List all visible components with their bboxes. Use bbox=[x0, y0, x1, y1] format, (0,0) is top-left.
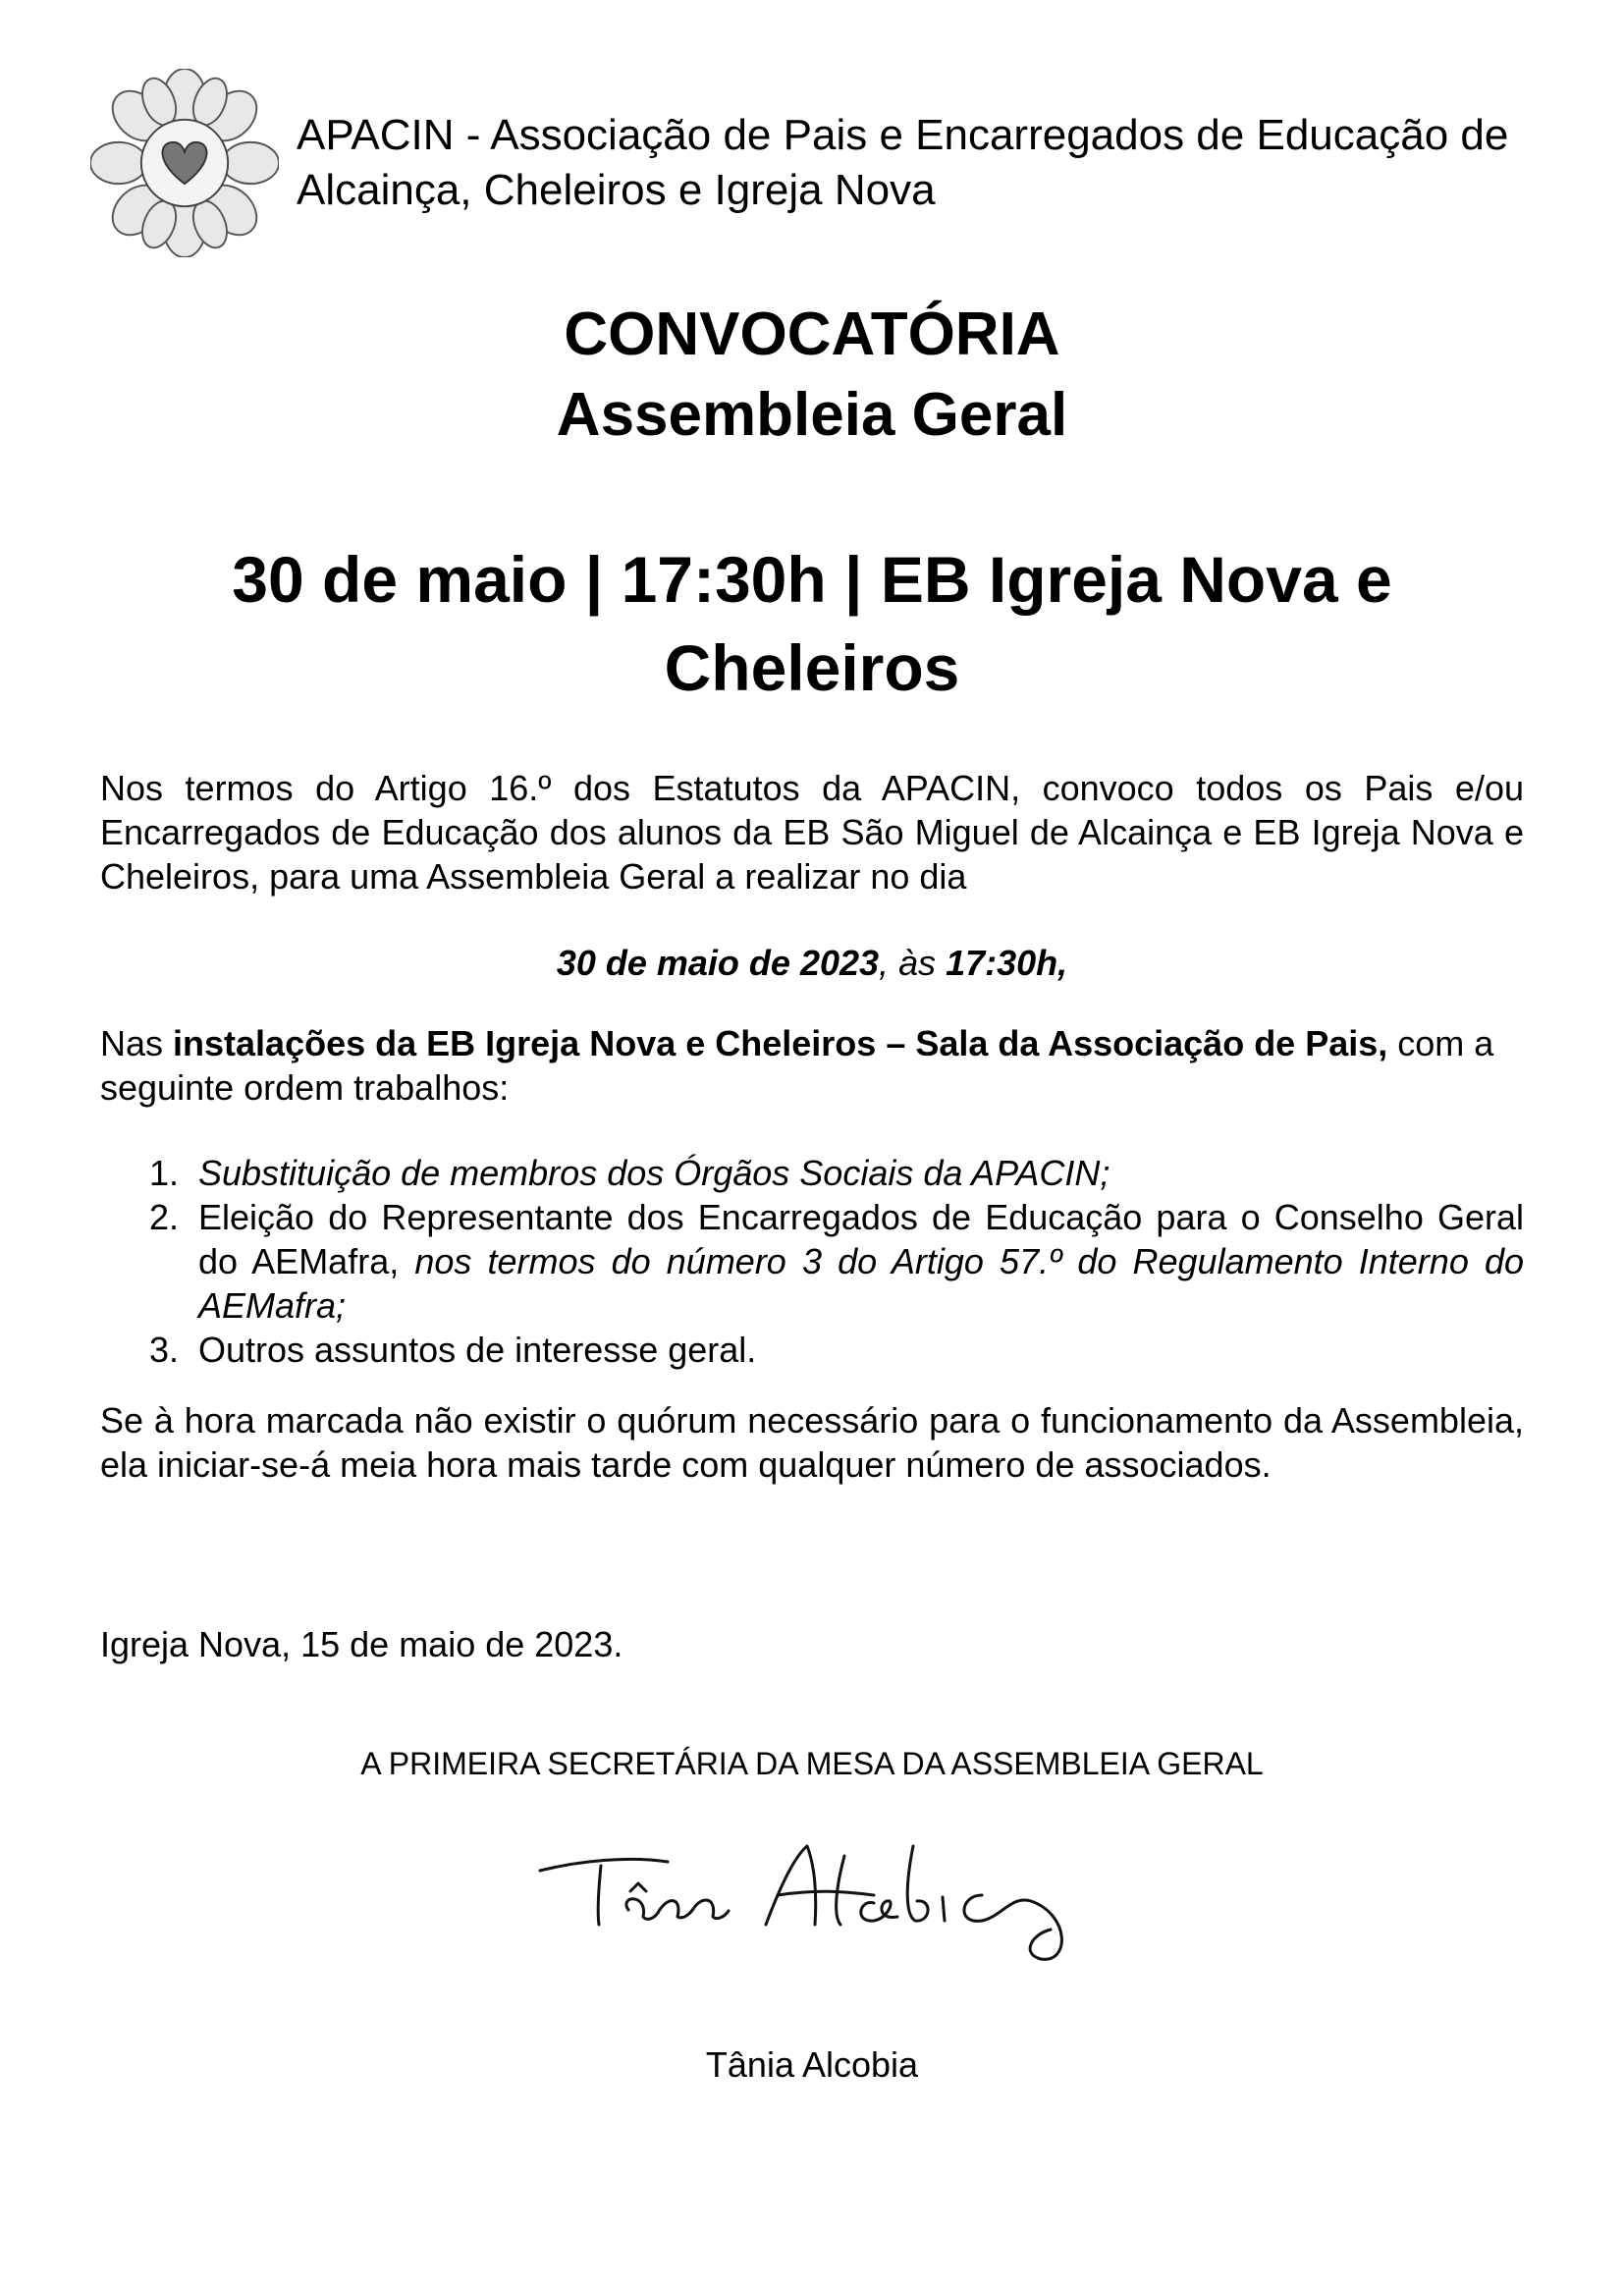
agenda-item-number: 3. bbox=[149, 1330, 180, 1370]
agenda-item bbox=[100, 1328, 1524, 1372]
meeting-date-line bbox=[100, 941, 1524, 985]
quorum-paragraph: Se à hora marcada não existir o quórum necessário para o funcionamento da Assembleia, ela iniciar-se-á meia hora mais tarde com qualquer número de associados. bbox=[100, 1400, 1524, 1485]
signer-name: Tânia Alcobia bbox=[705, 2044, 919, 2085]
apacin-flower-logo-icon bbox=[90, 69, 279, 257]
event-summary: 30 de maio | 17:30h | EB Igreja Nova e Cheleiros bbox=[232, 543, 1392, 704]
agenda-item-number: 2. bbox=[149, 1197, 180, 1237]
agenda-item-number: 1. bbox=[149, 1153, 180, 1193]
secretary-title: A PRIMEIRA SECRETÁRIA DA MESA DA ASSEMBLEIA GERAL bbox=[360, 1746, 1264, 1781]
agenda-item bbox=[100, 1151, 1524, 1195]
agenda-item-text: Eleição do Representante dos Encarregados de Educação para o Conselho Geral do AEMafra, bbox=[198, 1197, 1524, 1281]
meeting-time: 17:30h, bbox=[946, 943, 1068, 983]
meeting-date: 30 de maio de 2023 bbox=[556, 943, 880, 983]
agenda-list bbox=[100, 1151, 1524, 1372]
location-paragraph bbox=[100, 1021, 1524, 1110]
agenda-item-text: Outros assuntos de interesse geral. bbox=[198, 1330, 757, 1370]
place-and-date: Igreja Nova, 15 de maio de 2023. bbox=[100, 1624, 623, 1664]
title-block bbox=[0, 295, 1624, 456]
organization-name: APACIN - Associação de Pais e Encarregados de Educação de Alcainça, Cheleiros e Igreja Nova bbox=[297, 111, 1509, 214]
location-prefix: Nas bbox=[100, 1023, 174, 1063]
intro-paragraph: Nos termos do Artigo 16.º dos Estatutos da APACIN, convoco todos os Pais e/ou Encarregados de Educação dos alunos da EB São Miguel de Alcainça e EB Igreja Nova e Cheleiros, para uma Assembleia Geral a realizar no dia bbox=[100, 768, 1524, 897]
page-title: CONVOCATÓRIA bbox=[564, 300, 1060, 368]
date-connector: , às bbox=[879, 943, 947, 983]
location-venue: instalações da EB Igreja Nova e Cheleiros – Sala da Associação de Pais, bbox=[173, 1023, 1388, 1063]
handwritten-signature-icon bbox=[520, 1826, 1110, 1974]
agenda-item-reference: nos termos do número 3 do Artigo 57.º do Regulamento Interno do AEMafra; bbox=[198, 1241, 1524, 1326]
location-suffix: com a seguinte ordem trabalhos: bbox=[100, 1023, 1494, 1108]
page-subtitle: Assembleia Geral bbox=[556, 381, 1068, 449]
agenda-item bbox=[100, 1195, 1524, 1328]
agenda-item-text: Substituição de membros dos Órgãos Sociais da APACIN; bbox=[198, 1153, 1110, 1193]
